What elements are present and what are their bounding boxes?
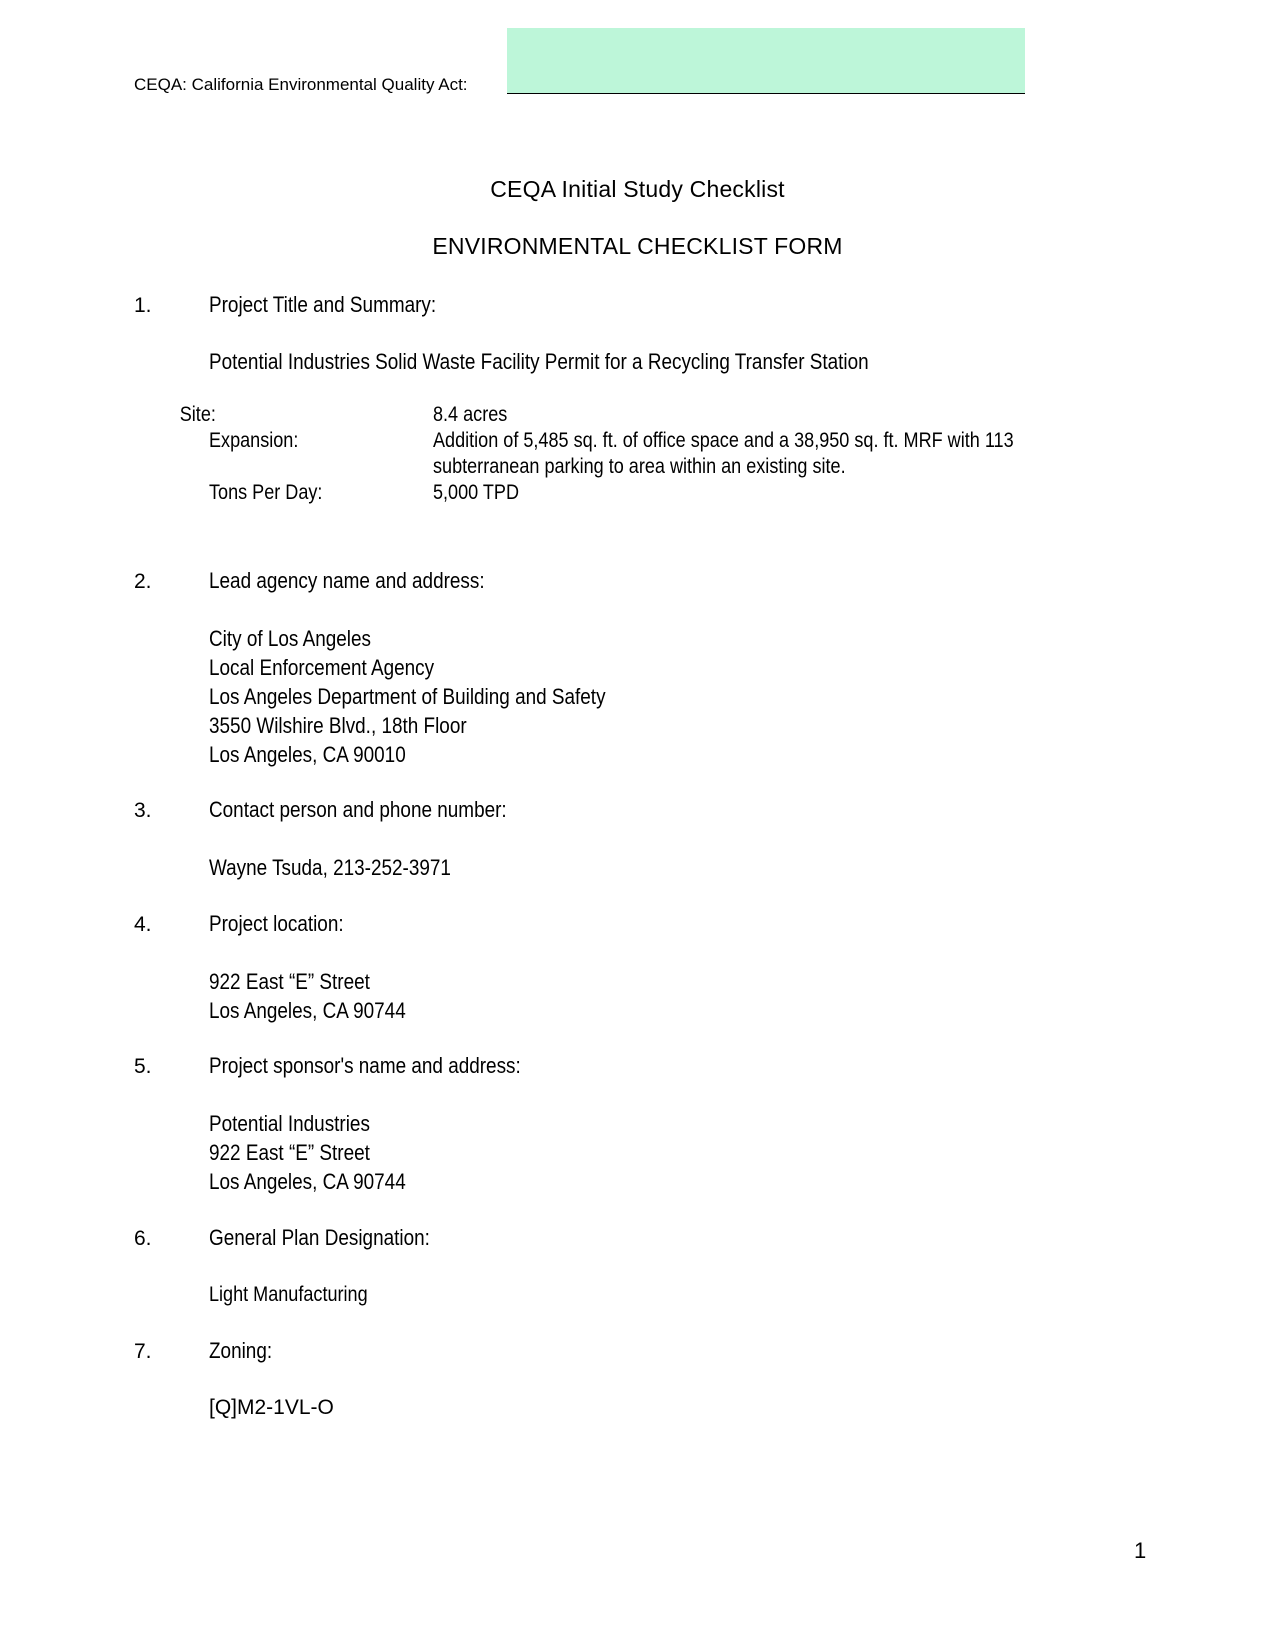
section-heading: Project Title and Summary:	[209, 292, 437, 317]
body-line: Los Angeles, CA 90744	[209, 998, 406, 1023]
section-body	[209, 347, 869, 376]
section-number: 7.	[134, 1340, 152, 1363]
section-body	[209, 1282, 368, 1308]
page-number: 1	[1134, 1538, 1147, 1563]
body-line: City of Los Angeles	[209, 626, 371, 651]
detail-row-tpd: Tons Per Day:	[209, 481, 323, 504]
section-number: 2.	[134, 570, 152, 593]
section-number: 3.	[134, 799, 152, 822]
section-number: 4.	[134, 913, 152, 936]
section-number: 5.	[134, 1055, 152, 1078]
body-line: [Q]M2-1VL-O	[209, 1396, 334, 1419]
section-body	[209, 1393, 334, 1422]
section-body	[209, 967, 406, 1025]
section-body	[209, 853, 451, 882]
body-line: Local Enforcement Agency	[209, 655, 435, 680]
header-label: CEQA: California Environmental Quality Act:	[134, 75, 468, 94]
detail-value-site: 8.4 acres	[433, 403, 508, 426]
section-number: 1.	[134, 294, 152, 317]
section-body	[209, 1109, 406, 1196]
body-line: Potential Industries Solid Waste Facility Permit for a Recycling Transfer Station	[209, 349, 869, 374]
body-line: Los Angeles Department of Building and Safety	[209, 684, 606, 709]
section-heading: Zoning:	[209, 1338, 273, 1363]
section-heading: General Plan Designation:	[209, 1225, 430, 1250]
detail-value-expansion-cont: subterranean parking to area within an existing site.	[433, 455, 846, 478]
detail-value-tpd: 5,000 TPD	[433, 481, 520, 504]
document-title: CEQA Initial Study Checklist	[490, 176, 785, 202]
ceqa-input-field[interactable]	[507, 28, 1025, 94]
body-line: Potential Industries	[209, 1111, 370, 1136]
detail-row-expansion: Expansion:	[209, 429, 299, 452]
body-line: 3550 Wilshire Blvd., 18th Floor	[209, 713, 467, 738]
detail-value-expansion: Addition of 5,485 sq. ft. of office space and a 38,950 sq. ft. MRF with 113	[433, 429, 1014, 452]
body-line: Los Angeles, CA 90744	[209, 1169, 406, 1194]
body-line: Light Manufacturing	[209, 1283, 368, 1306]
section-body	[209, 624, 606, 769]
detail-label: Site:	[179, 403, 216, 426]
body-line: 922 East “E” Street	[209, 969, 370, 994]
form-title: ENVIRONMENTAL CHECKLIST FORM	[432, 233, 843, 259]
section-heading: Project location:	[209, 911, 344, 936]
section-number: 6.	[134, 1227, 152, 1250]
body-line: Wayne Tsuda, 213-252-3971	[209, 855, 451, 880]
section-heading: Project sponsor's name and address:	[209, 1053, 521, 1078]
section-heading: Contact person and phone number:	[209, 797, 507, 822]
body-line: Los Angeles, CA 90010	[209, 742, 406, 767]
section-heading: Lead agency name and address:	[209, 568, 485, 593]
body-line: 922 East “E” Street	[209, 1140, 370, 1165]
